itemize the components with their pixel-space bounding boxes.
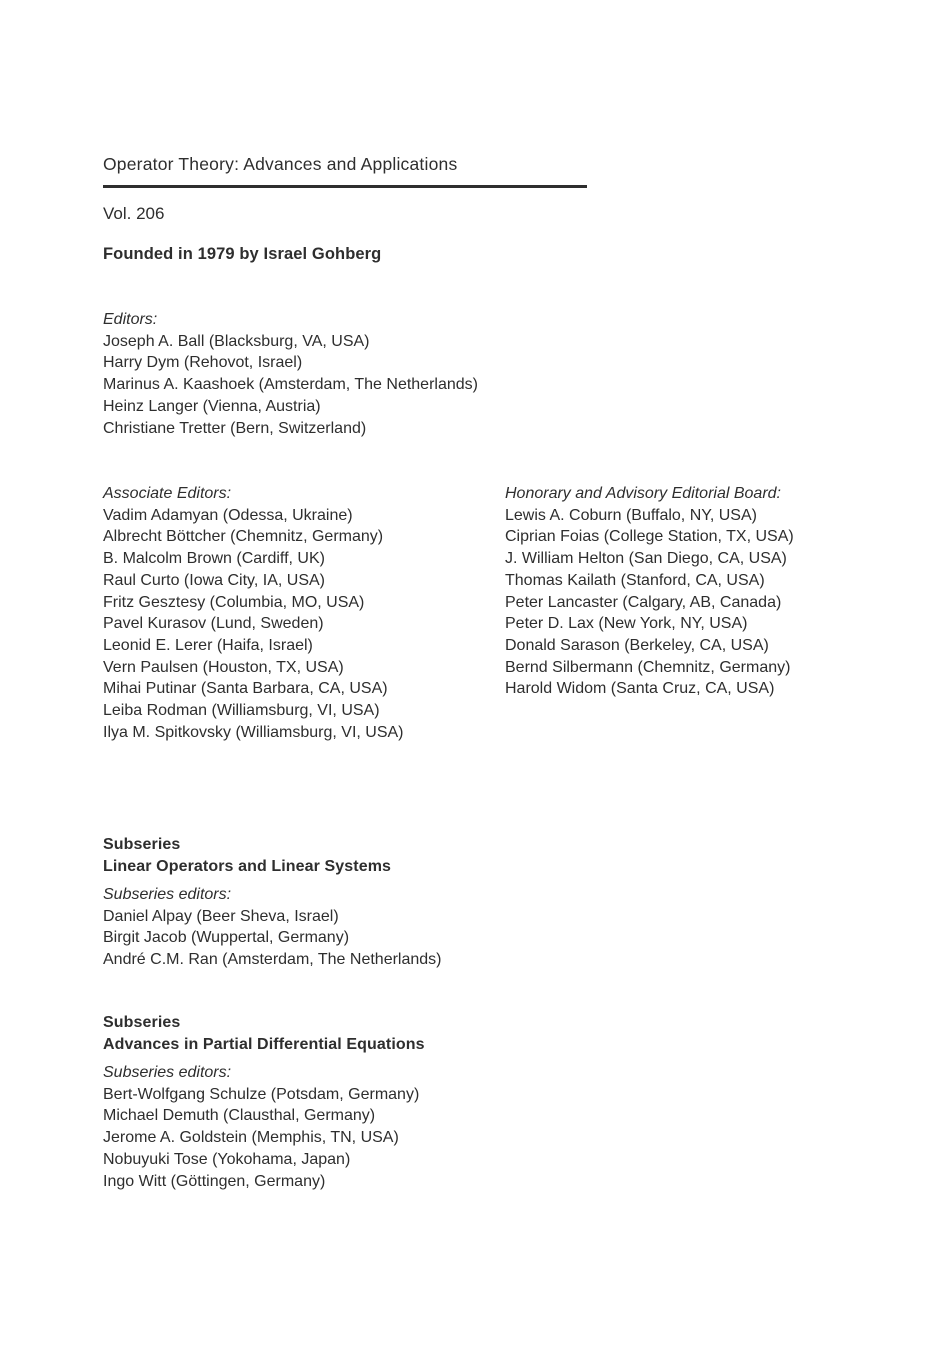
board-member-entry: Peter D. Lax (New York, NY, USA) <box>505 615 748 633</box>
editor-entry: Christiane Tretter (Bern, Switzerland) <box>103 419 367 437</box>
editor-entry: Joseph A. Ball (Blacksburg, VA, USA) <box>103 332 370 350</box>
subseries-editor-entry: Bert-Wolfgang Schulze (Potsdam, Germany) <box>103 1085 420 1103</box>
honorary-board-heading: Honorary and Advisory Editorial Board: <box>505 485 781 502</box>
subseries-editor-entry: Jerome A. Goldstein (Memphis, TN, USA) <box>103 1129 399 1147</box>
series-title: Operator Theory: Advances and Applications <box>103 154 458 174</box>
editor-entry: Harry Dym (Rehovot, Israel) <box>103 354 303 372</box>
volume-number: Vol. 206 <box>103 204 165 223</box>
subseries-1-label: Subseries <box>103 836 181 853</box>
subseries-editor-entry: Daniel Alpay (Beer Sheva, Israel) <box>103 907 339 925</box>
board-member-entry: Harold Widom (Santa Cruz, CA, USA) <box>505 680 775 698</box>
associate-editor-entry: B. Malcolm Brown (Cardiff, UK) <box>103 550 325 568</box>
associate-editor-entry: Vadim Adamyan (Odessa, Ukraine) <box>103 506 353 524</box>
associate-editors-section <box>103 483 503 743</box>
board-member-entry: Ciprian Foias (College Station, TX, USA) <box>505 528 794 546</box>
board-member-entry: Thomas Kailath (Stanford, CA, USA) <box>505 571 765 589</box>
subseries-editor-entry: Michael Demuth (Clausthal, Germany) <box>103 1107 376 1125</box>
editors-section <box>103 309 478 439</box>
subseries-2-section <box>103 1012 425 1192</box>
founded-line: Founded in 1979 by Israel Gohberg <box>103 245 382 263</box>
board-member-entry: Donald Sarason (Berkeley, CA, USA) <box>505 636 769 654</box>
subseries-1-editors-heading: Subseries editors: <box>103 886 232 903</box>
subseries-1-title: Linear Operators and Linear Systems <box>103 858 392 875</box>
subseries-editor-entry: Birgit Jacob (Wuppertal, Germany) <box>103 929 350 947</box>
board-member-entry: J. William Helton (San Diego, CA, USA) <box>505 550 787 568</box>
subseries-editor-entry: Nobuyuki Tose (Yokohama, Japan) <box>103 1150 351 1168</box>
associate-editor-entry: Leiba Rodman (Williamsburg, VI, USA) <box>103 702 380 720</box>
board-member-entry: Lewis A. Coburn (Buffalo, NY, USA) <box>505 506 757 524</box>
editor-entry: Marinus A. Kaashoek (Amsterdam, The Netherlands) <box>103 376 478 394</box>
board-member-entry: Peter Lancaster (Calgary, AB, Canada) <box>505 593 782 611</box>
subseries-2-title: Advances in Partial Differential Equations <box>103 1036 425 1053</box>
associate-editor-entry: Albrecht Böttcher (Chemnitz, Germany) <box>103 528 384 546</box>
associate-editors-heading: Associate Editors: <box>103 485 232 502</box>
editors-heading: Editors: <box>103 311 158 328</box>
associate-editor-entry: Ilya M. Spitkovsky (Williamsburg, VI, USA) <box>103 723 404 741</box>
associate-editor-entry: Vern Paulsen (Houston, TX, USA) <box>103 658 344 676</box>
associate-editor-entry: Raul Curto (Iowa City, IA, USA) <box>103 571 325 589</box>
subseries-editor-entry: Ingo Witt (Göttingen, Germany) <box>103 1172 326 1190</box>
title-divider-rule <box>103 185 587 188</box>
subseries-2-label: Subseries <box>103 1014 181 1031</box>
honorary-board-section <box>505 483 925 700</box>
subseries-editor-entry: André C.M. Ran (Amsterdam, The Netherlands) <box>103 951 442 969</box>
board-member-entry: Bernd Silbermann (Chemnitz, Germany) <box>505 658 791 676</box>
subseries-1-section <box>103 834 442 971</box>
editor-entry: Heinz Langer (Vienna, Austria) <box>103 397 321 415</box>
associate-editor-entry: Leonid E. Lerer (Haifa, Israel) <box>103 636 313 654</box>
subseries-2-editors-heading: Subseries editors: <box>103 1064 232 1081</box>
associate-editor-entry: Fritz Gesztesy (Columbia, MO, USA) <box>103 593 365 611</box>
associate-editor-entry: Mihai Putinar (Santa Barbara, CA, USA) <box>103 680 388 698</box>
associate-editor-entry: Pavel Kurasov (Lund, Sweden) <box>103 615 324 633</box>
